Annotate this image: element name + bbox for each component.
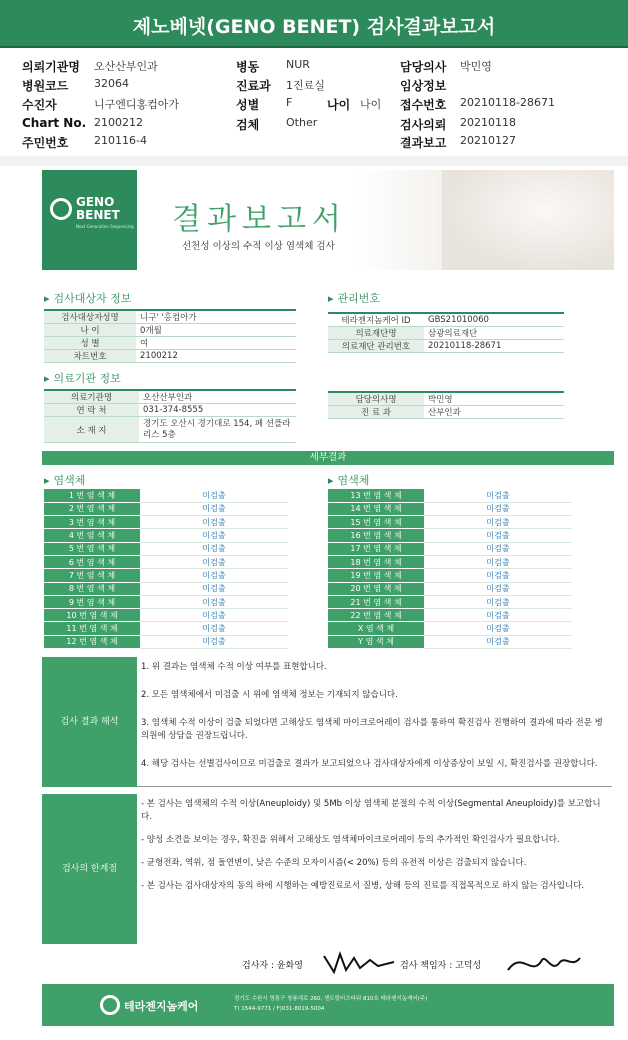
chromosome-label: 15 번 염 색 체 <box>328 516 424 529</box>
chromosome-row <box>44 595 288 608</box>
interpretation-block <box>42 657 612 787</box>
section-inst-title: ▸ 의료기관 정보 <box>44 370 121 386</box>
kv-key: 차트번호 <box>44 350 136 363</box>
chromosome-row <box>44 516 288 529</box>
chromosome-label: 7 번 염 색 체 <box>44 569 140 582</box>
banner-subtitle: 선천성 이상의 수적 이상 염색체 검사 <box>182 241 335 252</box>
chromosome-label: 11 번 염 색 체 <box>44 622 140 635</box>
manager-label: 검사 책임자 : 고덕성 <box>400 961 482 971</box>
meta-label: Chart No. <box>22 116 87 130</box>
chromosome-label: 1 번 염 색 체 <box>44 489 140 502</box>
chromosome-label: 9 번 염 색 체 <box>44 595 140 608</box>
interpretation-item: 4. 해당 검사는 선별검사이므로 미검출로 결과가 보고되었으나 검사대상자에게 이상증상이 보일 시, 확진검사를 권장합니다. <box>141 759 598 769</box>
chromosome-result: 미검출 <box>140 622 288 635</box>
kv-value: 박민영 <box>424 392 564 406</box>
chromosome-label: 6 번 염 색 체 <box>44 555 140 568</box>
footer-company: 테라젠지놈케어 <box>124 1000 199 1013</box>
inst-table <box>44 389 296 443</box>
table-row <box>328 327 564 340</box>
chromosome-result: 미검출 <box>424 569 572 582</box>
kv-key: 연 락 처 <box>44 404 139 417</box>
chromosome-row <box>44 609 288 622</box>
chromosome-row <box>328 635 572 648</box>
limitation-item: - 균형전좌, 역위, 점 돌연변이, 낮은 수준의 모자이시즘(< 20%) 등의 유전적 이상은 검출되지 않습니다. <box>141 858 527 868</box>
footer-address: 경기도 수원시 영통구 창룡대로 260, 센트럴비즈타워 810호 테라젠지놈케어(주) <box>234 996 428 1002</box>
meta-label: 성별 <box>236 98 260 112</box>
chromosome-row <box>328 609 572 622</box>
subject-table <box>44 309 296 363</box>
chromosome-result: 미검출 <box>140 609 288 622</box>
meta-label: 검사의뢰 <box>400 118 447 132</box>
meta-label: 병동 <box>236 60 260 74</box>
chromosome-result: 미검출 <box>140 569 288 582</box>
chromosome-label: X 염 색 체 <box>328 622 424 635</box>
kv-value: 산부인과 <box>424 406 564 419</box>
meta-label: 검체 <box>236 118 260 132</box>
chromosome-label: 4 번 염 색 체 <box>44 529 140 542</box>
theragen-logo-icon <box>100 995 120 1015</box>
banner-title: 결과보고서 <box>172 202 347 237</box>
section-subject-title: ▸ 검사대상자 정보 <box>44 290 131 306</box>
limitations-block <box>42 794 612 944</box>
chromosome-result: 미검출 <box>140 595 288 608</box>
kv-value: 니구' '홍컴아가 <box>136 310 296 324</box>
chromosome-label: 20 번 염 색 체 <box>328 582 424 595</box>
chromosome-label: 14 번 염 색 체 <box>328 502 424 515</box>
kv-key: 소 재 지 <box>44 417 139 443</box>
chromosome-result: 미검출 <box>424 516 572 529</box>
table-row <box>44 417 296 443</box>
examiner-signature <box>320 948 398 978</box>
kv-key: 의료기관명 <box>44 390 139 404</box>
chromosome-label: 18 번 염 색 체 <box>328 555 424 568</box>
meta-value: 오산산부인과 <box>94 60 158 73</box>
table-row <box>44 404 296 417</box>
meta-value: Other <box>286 116 318 129</box>
manager-signature <box>502 948 582 978</box>
meta-value: 2100212 <box>94 116 143 129</box>
meta-label: 수진자 <box>22 98 57 112</box>
chromosome-label: 13 번 염 색 체 <box>328 489 424 502</box>
interpretation-header: 검사 결과 해석 <box>42 657 137 787</box>
chromosome-result: 미검출 <box>140 516 288 529</box>
chromosome-table-right <box>328 489 572 649</box>
kv-value: 여 <box>136 337 296 350</box>
kv-value: 0개월 <box>136 324 296 337</box>
geno-benet-logo <box>42 170 137 270</box>
chromosome-row <box>44 542 288 555</box>
chromosome-row <box>44 555 288 568</box>
chromosome-row <box>328 582 572 595</box>
chromosome-label: 3 번 염 색 체 <box>44 516 140 529</box>
chromosome-row <box>44 569 288 582</box>
meta-label: 결과보고 <box>400 136 447 150</box>
chromosome-row <box>44 502 288 515</box>
meta-label: 담당의사 <box>400 60 447 74</box>
meta-label: 의뢰기관명 <box>22 60 80 74</box>
chromosome-label: 22 번 염 색 체 <box>328 609 424 622</box>
limitation-item: - 양성 소견을 보이는 경우, 확진을 위해서 고해상도 염색체마이크로어레이 등의 추가적인 확인검사가 필요합니다. <box>141 835 560 845</box>
interpretation-item: 3. 염색체 수적 이상이 검출 되었다면 고해상도 염색체 마이크로어레이 검사를 통하여 확진검사 진행하여 결과에 따라 전문 병의원에 상담을 권장드립니다. <box>141 718 603 741</box>
divider <box>0 156 628 166</box>
chromosome-row <box>328 502 572 515</box>
limitation-item: - 본 검사는 염색체의 수적 이상(Aneuploidy) 및 5Mb 이상 염색체 분절의 수적 이상(Segmental Aneuploidy)를 보고합니다. <box>141 799 601 822</box>
chromosome-result: 미검출 <box>424 555 572 568</box>
kv-value: 오산산부인과 <box>139 390 296 404</box>
table-row <box>44 324 296 337</box>
chromosome-row <box>44 529 288 542</box>
chromosome-result: 미검출 <box>140 542 288 555</box>
logo-line1: GENO <box>76 195 115 209</box>
baby-feet-photo <box>442 170 614 270</box>
chromosome-row <box>44 489 288 502</box>
limitation-item: - 본 검사는 검사대상자의 동의 하에 시행하는 예방진료로서 질병, 상해 등의 진료를 직접목적으로 하지 않는 검사입니다. <box>141 881 585 891</box>
chromosome-result: 미검출 <box>424 489 572 502</box>
table-row <box>328 313 564 327</box>
meta-label: 주민번호 <box>22 136 69 150</box>
kv-key: 진 료 과 <box>328 406 424 419</box>
interpretation-item: 2. 모든 염색체에서 미검출 시 위에 염색체 정보는 기재되지 않습니다. <box>141 690 398 700</box>
kv-key: 의료재단 관리번호 <box>328 340 424 353</box>
chromosome-row <box>328 555 572 568</box>
kv-key: 성 별 <box>44 337 136 350</box>
chromosome-label: 5 번 염 색 체 <box>44 542 140 555</box>
section-mgmt-title: ▸ 관리번호 <box>328 290 380 306</box>
chromosome-row <box>328 489 572 502</box>
kv-value: 삼광의료재단 <box>424 327 564 340</box>
logo-sub: Next Generation Sequencing <box>76 224 134 229</box>
chromosome-result: 미검출 <box>140 555 288 568</box>
chromosome-result: 미검출 <box>424 542 572 555</box>
logo-line2: BENET <box>76 208 120 222</box>
kv-value: GBS21010060 <box>424 313 564 327</box>
table-row <box>44 337 296 350</box>
chromosome-label: 12 번 염 색 체 <box>44 635 140 648</box>
chromosome-result: 미검출 <box>424 502 572 515</box>
chromosome-row <box>328 569 572 582</box>
kv-key: 담당의사명 <box>328 392 424 406</box>
meta-value: NUR <box>286 58 310 71</box>
report-panel <box>42 170 614 1030</box>
meta-value: F <box>286 96 293 109</box>
kv-key: 나 이 <box>44 324 136 337</box>
chromosome-result: 미검출 <box>140 502 288 515</box>
meta-value: 32064 <box>94 77 129 90</box>
kv-key: 테라젠지놈케어 ID <box>328 313 424 327</box>
meta-value: 210116-4 <box>94 134 147 147</box>
doctor-table <box>328 391 564 419</box>
meta-value: 20210118 <box>460 116 516 129</box>
footer-contact: T) 1544-9771 / F)031-8019-5004 <box>234 1006 325 1012</box>
report-banner <box>42 170 614 270</box>
chromosome-result: 미검출 <box>424 582 572 595</box>
footer <box>42 984 614 1026</box>
chromosome-table-left <box>44 489 288 649</box>
chromosome-result: 미검출 <box>424 609 572 622</box>
kv-value: 031-374-8555 <box>139 404 296 417</box>
chromosome-row <box>44 582 288 595</box>
detail-results-bar: 세부결과 <box>42 451 614 465</box>
chromosome-result: 미검출 <box>424 635 572 648</box>
kv-value: 경기도 오산시 경기대로 154, 페 션플라리스 5층 <box>139 417 296 443</box>
chromosome-row <box>44 635 288 648</box>
meta-label: 접수번호 <box>400 98 447 112</box>
chromosome-label: 2 번 염 색 체 <box>44 502 140 515</box>
chromosome-result: 미검출 <box>424 529 572 542</box>
chromosome-row <box>44 622 288 635</box>
chromosome-result: 미검출 <box>424 622 572 635</box>
meta-label: 진료과 <box>236 79 271 93</box>
meta-value: 20210118-28671 <box>460 96 555 109</box>
chromosome-label: 16 번 염 색 체 <box>328 529 424 542</box>
chromosome-result: 미검출 <box>140 529 288 542</box>
meta-value: 20210127 <box>460 134 516 147</box>
chromosome-label: 10 번 염 색 체 <box>44 609 140 622</box>
table-row <box>44 350 296 363</box>
mgmt-table <box>328 312 564 353</box>
meta-label: 나이 <box>327 98 351 112</box>
chromosome-label: 8 번 염 색 체 <box>44 582 140 595</box>
table-row <box>328 340 564 353</box>
report-title: 제노베넷(GENO BENET) 검사결과보고서 <box>0 0 628 48</box>
chromosome-result: 미검출 <box>140 582 288 595</box>
interpretation-item: 1. 위 결과는 염색체 수적 이상 여부를 표현합니다. <box>141 662 327 672</box>
chromosome-result: 미검출 <box>140 635 288 648</box>
kv-key: 의료재단명 <box>328 327 424 340</box>
chromosome-row <box>328 542 572 555</box>
chromosome-row <box>328 516 572 529</box>
meta-value: 니구엔디홍컴아가 <box>94 98 180 111</box>
chromosome-label: 21 번 염 색 체 <box>328 595 424 608</box>
meta-value: 1진료실 <box>286 79 325 92</box>
kv-key: 검사대상자성명 <box>44 310 136 324</box>
limitations-header: 검사의 한계점 <box>42 794 137 944</box>
meta-label: 임상정보 <box>400 79 447 93</box>
table-row <box>328 392 564 406</box>
chromosome-row <box>328 595 572 608</box>
chromosome-row <box>328 622 572 635</box>
chromosome-result: 미검출 <box>424 595 572 608</box>
meta-value: 박민영 <box>460 60 492 73</box>
chromosome-label: 19 번 염 색 체 <box>328 569 424 582</box>
meta-label: 병원코드 <box>22 79 69 93</box>
section-chromo-left-title: ▸ 염색체 <box>44 472 85 488</box>
meta-value: 나이 <box>360 98 382 111</box>
order-meta <box>0 54 628 154</box>
chromosome-label: 17 번 염 색 체 <box>328 542 424 555</box>
chromosome-label: Y 염 색 체 <box>328 635 424 648</box>
table-row <box>44 390 296 404</box>
kv-value: 2100212 <box>136 350 296 363</box>
chromosome-result: 미검출 <box>140 489 288 502</box>
logo-g-icon <box>50 198 72 220</box>
examiner-label: 검사자 : 윤화영 <box>242 961 303 971</box>
section-chromo-right-title: ▸ 염색체 <box>328 472 369 488</box>
chromosome-row <box>328 529 572 542</box>
table-row <box>44 310 296 324</box>
table-row <box>328 406 564 419</box>
kv-value: 20210118-28671 <box>424 340 564 353</box>
